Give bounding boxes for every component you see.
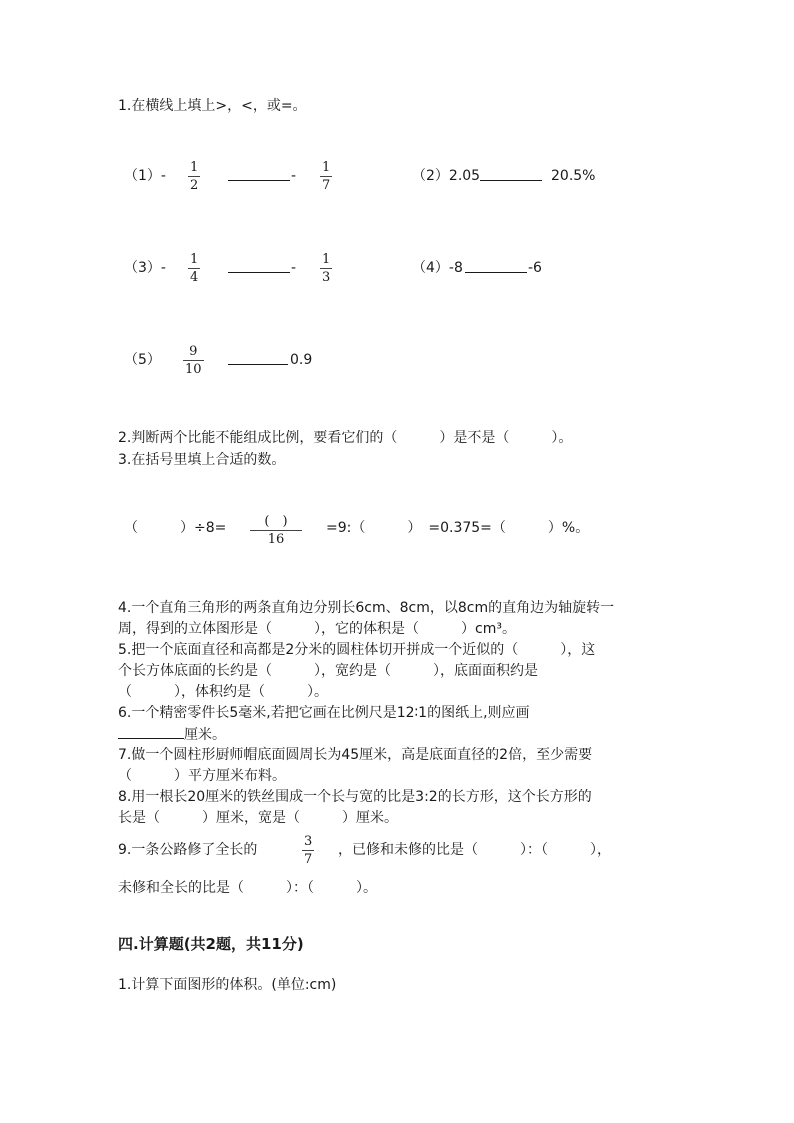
numerator: 1 xyxy=(190,160,199,175)
q2-text: 2.判断两个比能不能组成比例，要看它们的（ ）是不是（ ）。 xyxy=(118,430,573,446)
numerator: 9 xyxy=(189,344,198,359)
q9-fraction xyxy=(302,834,314,867)
s4-q1-text: 1.计算下面图形的体积。(单位:cm) xyxy=(118,977,337,993)
q1-p4-right: -6 xyxy=(528,260,542,276)
q1-p3-label: （3）- xyxy=(124,260,166,276)
q6-answer-line[interactable] xyxy=(118,724,184,739)
denominator: 2 xyxy=(190,178,199,193)
q7-line2: （ ）平方厘米布料。 xyxy=(118,768,286,784)
q1-p1-fraction-2 xyxy=(320,160,332,193)
q8-line1: 8.用一根长20厘米的铁丝围成一个长与宽的比是3:2的长方形，这个长方形的 xyxy=(118,789,592,805)
q1-p4-label: （4）-8 xyxy=(412,260,463,276)
q1-p2-answer-line[interactable] xyxy=(480,166,542,187)
denominator: 7 xyxy=(322,178,331,193)
q1-p1-minus: - xyxy=(291,168,297,184)
q6-line1: 6.一个精密零件长5毫米,若把它画在比例尺是12∶1的图纸上,则应画 xyxy=(118,705,530,721)
q8-line2: 长是（ ）厘米，宽是（ ）厘米。 xyxy=(118,810,398,826)
q1-p2-label: （2）2.05 xyxy=(412,168,481,184)
q3-fraction xyxy=(250,514,302,547)
q1-p3-answer-line[interactable] xyxy=(228,258,290,279)
q1-p1-fraction-1 xyxy=(188,160,200,193)
section-4-title: 四.计算题(共2题，共11分) xyxy=(118,935,304,953)
q1-p5-right: 0.9 xyxy=(290,352,313,368)
q1-title: 1.在横线上填上>，<，或=。 xyxy=(118,98,307,114)
q3-title: 3.在括号里填上合适的数。 xyxy=(118,452,286,468)
q9-part-a: 9.一条公路修了全长的 xyxy=(118,842,258,858)
q1-p3-fraction-1 xyxy=(188,252,200,285)
denominator: 7 xyxy=(304,852,313,867)
denominator: 3 xyxy=(322,270,331,285)
numerator: 3 xyxy=(304,834,313,849)
numerator: 1 xyxy=(322,252,331,267)
q1-p4-answer-line[interactable] xyxy=(465,258,527,279)
q1-p2-right: 20.5% xyxy=(551,168,596,184)
q3-part-a: （ ）÷8= xyxy=(124,520,227,536)
denominator: 10 xyxy=(185,362,202,377)
q5-line1: 5.把一个底面直径和高都是2分米的圆柱体切开拼成一个近似的（ ），这 xyxy=(118,642,596,658)
q7-line1: 7.做一个圆柱形厨师帽底面圆周长为45厘米，高是底面直径的2倍，至少需要 xyxy=(118,747,593,763)
q4-line2: 周，得到的立体图形是（ ），它的体积是（ ）cm³。 xyxy=(118,621,516,637)
q1-p5-fraction xyxy=(183,344,204,377)
denominator: 4 xyxy=(190,270,199,285)
q9-line2: 未修和全长的比是（ ）：（ ）。 xyxy=(118,880,377,896)
q4-line1: 4.一个直角三角形的两条直角边分别长6cm、8cm，以8cm的直角边为轴旋转一 xyxy=(118,600,615,616)
q1-p3-minus: - xyxy=(291,260,297,276)
q1-p5-label: （5） xyxy=(124,352,161,368)
numerator: ( ) xyxy=(264,514,288,529)
q6-line2 xyxy=(118,724,226,745)
q3-part-b: =9:（ ） =0.375=（ ）%。 xyxy=(326,520,590,536)
q5-line3: （ ），体积约是（ ）。 xyxy=(118,684,328,700)
q1-p3-fraction-2 xyxy=(320,252,332,285)
numerator: 1 xyxy=(190,252,199,267)
q1-p1-answer-line[interactable] xyxy=(228,166,290,187)
q1-p1-label: （1）- xyxy=(124,168,166,184)
q9-part-b: ，已修和未修的比是（ ）：（ ）， xyxy=(338,842,611,858)
denominator: 16 xyxy=(250,530,302,547)
numerator: 1 xyxy=(322,160,331,175)
q6-line2-text: 厘米。 xyxy=(184,727,226,743)
q1-p5-answer-line[interactable] xyxy=(228,350,288,371)
q5-line2: 个长方体底面的长约是（ ），宽约是（ ），底面面积约是 xyxy=(118,663,538,679)
